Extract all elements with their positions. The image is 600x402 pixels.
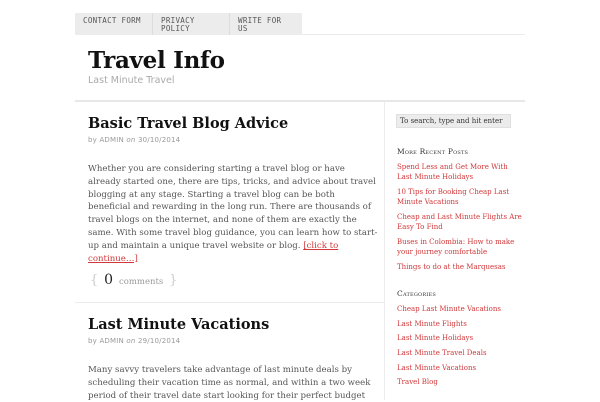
- sidebar-divider: [384, 102, 385, 400]
- post-title[interactable]: Last Minute Vacations: [88, 316, 270, 333]
- search-input[interactable]: To search, type and hit enter: [396, 114, 511, 128]
- brace-close: }: [169, 273, 178, 288]
- read-more-link[interactable]: [click to continue…]: [88, 240, 339, 264]
- nav-write-for-us[interactable]: WRITE FOR US: [230, 13, 302, 35]
- nav-divider: [302, 34, 525, 35]
- meta-by: by: [88, 337, 97, 345]
- recent-post-link[interactable]: Cheap and Last Minute Flights Are Easy To Find: [397, 213, 522, 231]
- post-divider: [75, 302, 384, 303]
- post-date: 30/10/2014: [137, 136, 181, 144]
- post-meta: [88, 136, 378, 144]
- post-author[interactable]: ADMIN: [99, 136, 124, 144]
- top-nav: [75, 13, 302, 35]
- nav-privacy-policy[interactable]: PRIVACY POLICY: [153, 13, 230, 35]
- nav-contact-form[interactable]: CONTACT FORM: [75, 13, 153, 35]
- categories-widget: [397, 289, 522, 392]
- recent-post-link[interactable]: 10 Tips for Booking Cheap Last Minute Vacations: [397, 188, 510, 206]
- meta-on: on: [126, 136, 136, 144]
- post-meta: [88, 337, 378, 345]
- post-excerpt: Many savvy travelers take advantage of last minute deals by scheduling their vacation time as normal, and within a two week period of their travel date start looking for their perfect budget: [88, 365, 371, 401]
- meta-by: by: [88, 136, 97, 144]
- post-excerpt-text: Whether you are considering starting a travel blog or have already started one, there are tips, tricks, and advice about travel blogging at any stage. Starting a travel blog can be both beneficial and rewarding in the long run. There are thousands of travel blogs on the internet, and none of them are exactly the same. With some travel blog guidance, you can learn how to start-up and maintain a unique travel website or blog.: [88, 164, 378, 251]
- site-title[interactable]: Travel Info: [88, 47, 225, 74]
- post-author[interactable]: ADMIN: [99, 337, 124, 345]
- site-tagline: Last Minute Travel: [88, 75, 175, 86]
- post-date: 29/10/2014: [137, 337, 181, 345]
- post-excerpt: [88, 163, 378, 265]
- recent-posts-widget: [397, 147, 522, 277]
- recent-posts-title: More Recent Posts: [397, 147, 469, 156]
- category-link[interactable]: Travel Blog: [397, 378, 438, 387]
- recent-post-link[interactable]: Things to do at the Marquesas: [397, 263, 506, 271]
- comments-link[interactable]: [90, 272, 177, 288]
- post: [88, 316, 378, 402]
- category-link[interactable]: Cheap Last Minute Vacations: [397, 305, 501, 313]
- category-link[interactable]: Last Minute Travel Deals: [397, 349, 487, 358]
- categories-title: Categories: [397, 289, 436, 298]
- comments-label: comments: [118, 277, 164, 287]
- meta-on: on: [126, 337, 136, 345]
- recent-post-link[interactable]: Buses in Colombia: How to make your journey comfortable: [397, 238, 515, 256]
- header-divider: [75, 100, 525, 102]
- recent-post-link[interactable]: Spend Less and Get More With Last Minute Holidays: [397, 163, 508, 181]
- comments-count: 0: [104, 272, 114, 288]
- page-wrapper: [75, 0, 525, 400]
- brace-open: {: [90, 273, 99, 288]
- category-link[interactable]: Last Minute Vacations: [397, 363, 477, 372]
- post: [88, 115, 378, 265]
- category-link[interactable]: Last Minute Holidays: [397, 334, 474, 343]
- post-title[interactable]: Basic Travel Blog Advice: [88, 115, 289, 132]
- category-link[interactable]: Last Minute Flights: [397, 319, 467, 328]
